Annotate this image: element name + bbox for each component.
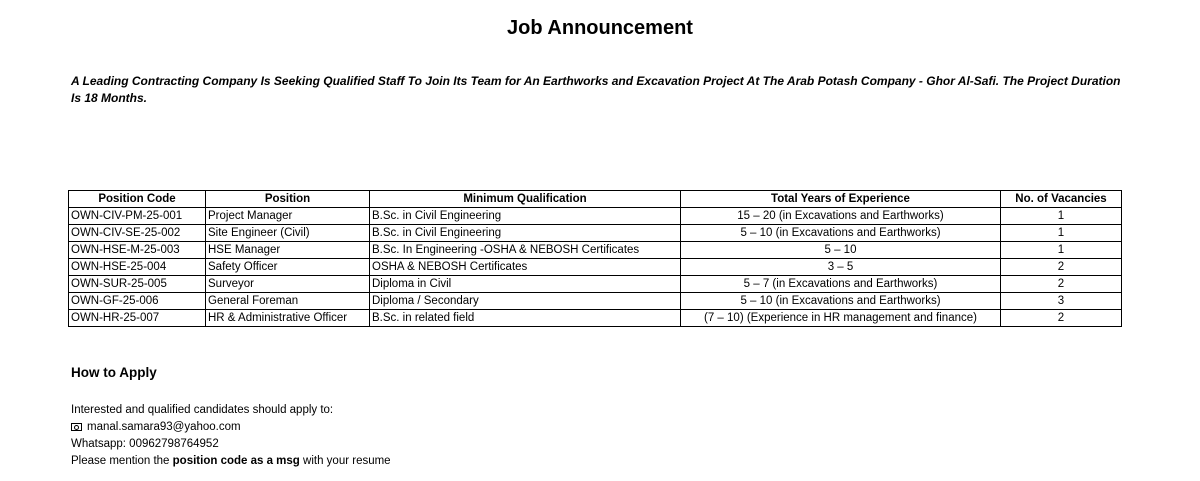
cell-qualification: Diploma / Secondary <box>370 293 681 310</box>
cell-position-code: OWN-CIV-PM-25-001 <box>69 208 206 225</box>
cell-experience: 3 – 5 <box>681 259 1001 276</box>
cell-position-code: OWN-SUR-25-005 <box>69 276 206 293</box>
header-minimum-qualification: Minimum Qualification <box>370 191 681 208</box>
cell-position-code: OWN-HSE-M-25-003 <box>69 242 206 259</box>
header-position-code: Position Code <box>69 191 206 208</box>
cell-vacancies: 1 <box>1001 208 1122 225</box>
cell-vacancies: 2 <box>1001 276 1122 293</box>
cell-qualification: B.Sc. in Civil Engineering <box>370 225 681 242</box>
jobs-table <box>68 190 1122 327</box>
page-title: Job Announcement <box>507 17 693 39</box>
table-row <box>69 242 1122 259</box>
cell-position: Project Manager <box>206 208 370 225</box>
intro-paragraph: A Leading Contracting Company Is Seeking Qualified Staff To Join Its Team for An Earthworks and Excavation Project At The Arab Potash Company - Ghor Al-Safi. The Project Duration Is 18 Months. <box>71 74 1121 105</box>
header-position: Position <box>206 191 370 208</box>
table-row <box>69 259 1122 276</box>
resume-note-suffix: with your resume <box>299 455 391 467</box>
cell-position: Safety Officer <box>206 259 370 276</box>
cell-position: HR & Administrative Officer <box>206 310 370 327</box>
how-to-apply-heading: How to Apply <box>71 365 157 380</box>
cell-experience: 5 – 7 (in Excavations and Earthworks) <box>681 276 1001 293</box>
email-address[interactable]: manal.samara93@yahoo.com <box>87 421 241 433</box>
cell-qualification: B.Sc. in related field <box>370 310 681 327</box>
table-header-row <box>69 191 1122 208</box>
cell-qualification: B.Sc. in Civil Engineering <box>370 208 681 225</box>
table-row <box>69 310 1122 327</box>
how-to-apply-section <box>71 402 391 470</box>
cell-experience: 5 – 10 (in Excavations and Earthworks) <box>681 225 1001 242</box>
cell-position: HSE Manager <box>206 242 370 259</box>
header-no-of-vacancies: No. of Vacancies <box>1001 191 1122 208</box>
header-total-years-experience: Total Years of Experience <box>681 191 1001 208</box>
cell-experience: (7 – 10) (Experience in HR management and finance) <box>681 310 1001 327</box>
cell-qualification: B.Sc. In Engineering -OSHA & NEBOSH Certificates <box>370 242 681 259</box>
cell-position: Surveyor <box>206 276 370 293</box>
cell-position-code: OWN-HR-25-007 <box>69 310 206 327</box>
table-row <box>69 276 1122 293</box>
resume-note <box>71 453 391 470</box>
cell-vacancies: 1 <box>1001 242 1122 259</box>
cell-qualification: OSHA & NEBOSH Certificates <box>370 259 681 276</box>
cell-qualification: Diploma in Civil <box>370 276 681 293</box>
table-row <box>69 293 1122 310</box>
cell-position-code: OWN-GF-25-006 <box>69 293 206 310</box>
cell-vacancies: 2 <box>1001 259 1122 276</box>
whatsapp-line: Whatsapp: 00962798764952 <box>71 438 219 450</box>
cell-position: General Foreman <box>206 293 370 310</box>
resume-note-prefix: Please mention the <box>71 455 173 467</box>
email-line <box>71 419 391 436</box>
table-row <box>69 208 1122 225</box>
resume-note-emphasis: position code as a msg <box>172 455 300 467</box>
apply-intro-text: Interested and qualified candidates should apply to: <box>71 404 334 416</box>
cell-vacancies: 2 <box>1001 310 1122 327</box>
cell-experience: 5 – 10 (in Excavations and Earthworks) <box>681 293 1001 310</box>
cell-vacancies: 3 <box>1001 293 1122 310</box>
cell-experience: 15 – 20 (in Excavations and Earthworks) <box>681 208 1001 225</box>
email-icon <box>71 423 82 431</box>
cell-position-code: OWN-HSE-25-004 <box>69 259 206 276</box>
cell-position: Site Engineer (Civil) <box>206 225 370 242</box>
cell-experience: 5 – 10 <box>681 242 1001 259</box>
cell-vacancies: 1 <box>1001 225 1122 242</box>
table-row <box>69 225 1122 242</box>
cell-position-code: OWN-CIV-SE-25-002 <box>69 225 206 242</box>
